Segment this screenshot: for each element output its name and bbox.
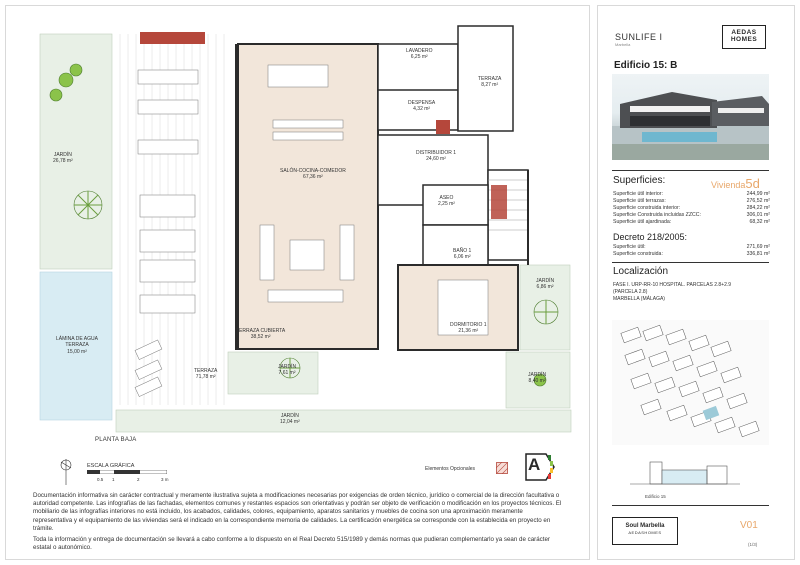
room-label-lavadero: LAVADERO 6,25 m² bbox=[406, 48, 433, 61]
superficie-row: Superficie construida interior: 284,22 m² bbox=[613, 205, 770, 211]
floor-plan bbox=[28, 20, 588, 440]
room-label-dormitorio: DORMITORIO 1 21,36 m² bbox=[450, 322, 487, 335]
localizacion-line: MARBELLA (MÁLAGA) bbox=[613, 296, 665, 302]
section-caption: Edificio 15 bbox=[645, 494, 666, 499]
localizacion-line: (PARCELA 2.8) bbox=[613, 289, 648, 295]
soul-logo-line2: AEDASHOMES bbox=[628, 530, 662, 536]
superficie-row: Superficie útil interior: 244,99 m² bbox=[613, 191, 770, 197]
vivienda-label: Vivienda bbox=[711, 180, 746, 190]
disclaimer-paragraph-2: Toda la información y entrega de documentación se llevará a cabo conforme a lo dispuesto en el Real Decreto 515/1989 y demás normas que pudieran complementarlo ya sean de carácter estatal o autonómico. bbox=[33, 536, 550, 552]
divider bbox=[612, 170, 769, 171]
superficies-title: Superficies: bbox=[613, 175, 666, 186]
soul-logo-line1: Soul Marbella bbox=[625, 523, 665, 529]
energy-rating-letter: A bbox=[528, 455, 541, 474]
soul-marbella-logo bbox=[612, 517, 678, 545]
decreto-row: Superficie construida: 336,81 m² bbox=[613, 251, 770, 257]
room-label-bano: BAÑO 1 6,06 m² bbox=[453, 248, 472, 261]
room-label-lamina-agua: LÁMINA DE AGUA TERRAZA 15,00 m² bbox=[56, 336, 98, 355]
elementos-opcionales-label: Elementos Opcionales bbox=[425, 466, 476, 472]
divider bbox=[612, 262, 769, 263]
disclaimer-paragraph-1: Documentación informativa sin carácter contractual y meramente ilustrativa sujeta a modificaciones necesarias por exigencias de orden técnico, jurídico o comercial de la dirección facultativa o autoridad competente. Las infografías de las fachadas, elementos comunes y restantes espacios son orientativas y podrán ser objeto de verificación o modificación en los proyectos técnicos. El mobiliario de las infografías interiores no está incluido, los acabados, calidades, colores, equipamiento, aparatos sanitarios y muebles de cocina son una aproximación meramente representativa y el equipamiento de las viviendas será el indicado en la correspondiente memoria de calidades. La certificación energética se corresponde con la establecida en proyecto en trámite. bbox=[33, 492, 562, 532]
vivienda-tag bbox=[711, 176, 760, 191]
room-label-distribuidor: DISTRIBUIDOR 1 24,60 m² bbox=[416, 150, 457, 163]
scale-tick: 1 bbox=[112, 477, 115, 482]
room-label-terraza-cubierta: TERRAZA CUBIERTA 38,52 m² bbox=[236, 328, 286, 341]
section-drawing bbox=[630, 452, 740, 492]
decreto-title: Decreto 218/2005: bbox=[613, 232, 688, 242]
project-subtitle: Marbella bbox=[615, 42, 631, 47]
room-label-salon: SALÓN-COCINA-COMEDOR 67,36 m² bbox=[280, 168, 346, 181]
project-title: SUNLIFE I bbox=[615, 32, 663, 42]
room-label-despensa: DESPENSA 4,32 m² bbox=[408, 100, 436, 113]
room-label-aseo: ASEO 2,25 m² bbox=[438, 195, 455, 208]
localizacion-line: FASE I. URP-RR-10 HOSPITAL. PARCELAS 2.8+2.9 bbox=[613, 282, 732, 288]
scale-tick: 0.5 bbox=[97, 477, 104, 482]
room-label-jardin-east-1: JARDÍN 6,86 m² bbox=[536, 278, 555, 291]
building-render-image bbox=[612, 74, 769, 160]
aedas-logo bbox=[722, 25, 766, 49]
aedas-logo-line1: AEDAS bbox=[731, 29, 757, 36]
page-indicator: (1/3) bbox=[748, 542, 758, 547]
optional-hatch-icon bbox=[496, 462, 508, 474]
north-arrow-icon bbox=[58, 458, 74, 486]
scale-tick: 2 bbox=[137, 477, 140, 482]
room-label-jardin-east-2: JARDÍN 8,40 m² bbox=[528, 372, 547, 385]
site-map bbox=[612, 320, 769, 445]
floor-plan-drawing bbox=[28, 20, 588, 440]
localizacion-title: Localización bbox=[613, 266, 669, 277]
superficie-row: Superficie útil ajardinada: 68,32 m² bbox=[613, 219, 770, 225]
room-label-terraza-s: TERRAZA 71,78 m² bbox=[194, 368, 218, 381]
aedas-logo-line2: HOMES bbox=[730, 36, 758, 44]
room-label-jardin-center: JARDÍN 7,61 m² bbox=[278, 364, 297, 377]
version-label: V01 bbox=[740, 520, 758, 531]
vivienda-number: 5d bbox=[745, 176, 760, 191]
room-label-jardin-south: JARDÍN 12,04 m² bbox=[280, 413, 300, 426]
room-label-terraza-ne: TERRAZA 8,27 m² bbox=[478, 76, 502, 89]
scale-title: ESCALA GRÁFICA bbox=[87, 463, 135, 469]
divider bbox=[612, 505, 769, 506]
decreto-row: Superficie útil: 271,69 m² bbox=[613, 244, 770, 250]
edificio-title: Edificio 15: B bbox=[614, 60, 678, 71]
superficie-row: Superficie Construida incluidas ZZCC: 306,01 m² bbox=[613, 212, 770, 218]
scale-tick: 3 m bbox=[161, 477, 169, 482]
scale-bar bbox=[87, 470, 167, 474]
planta-label: PLANTA BAJA bbox=[95, 437, 137, 443]
room-label-jardin-west: JARDÍN 26,78 m² bbox=[53, 152, 73, 165]
superficie-row: Superficie útil terrazas: 276,52 m² bbox=[613, 198, 770, 204]
